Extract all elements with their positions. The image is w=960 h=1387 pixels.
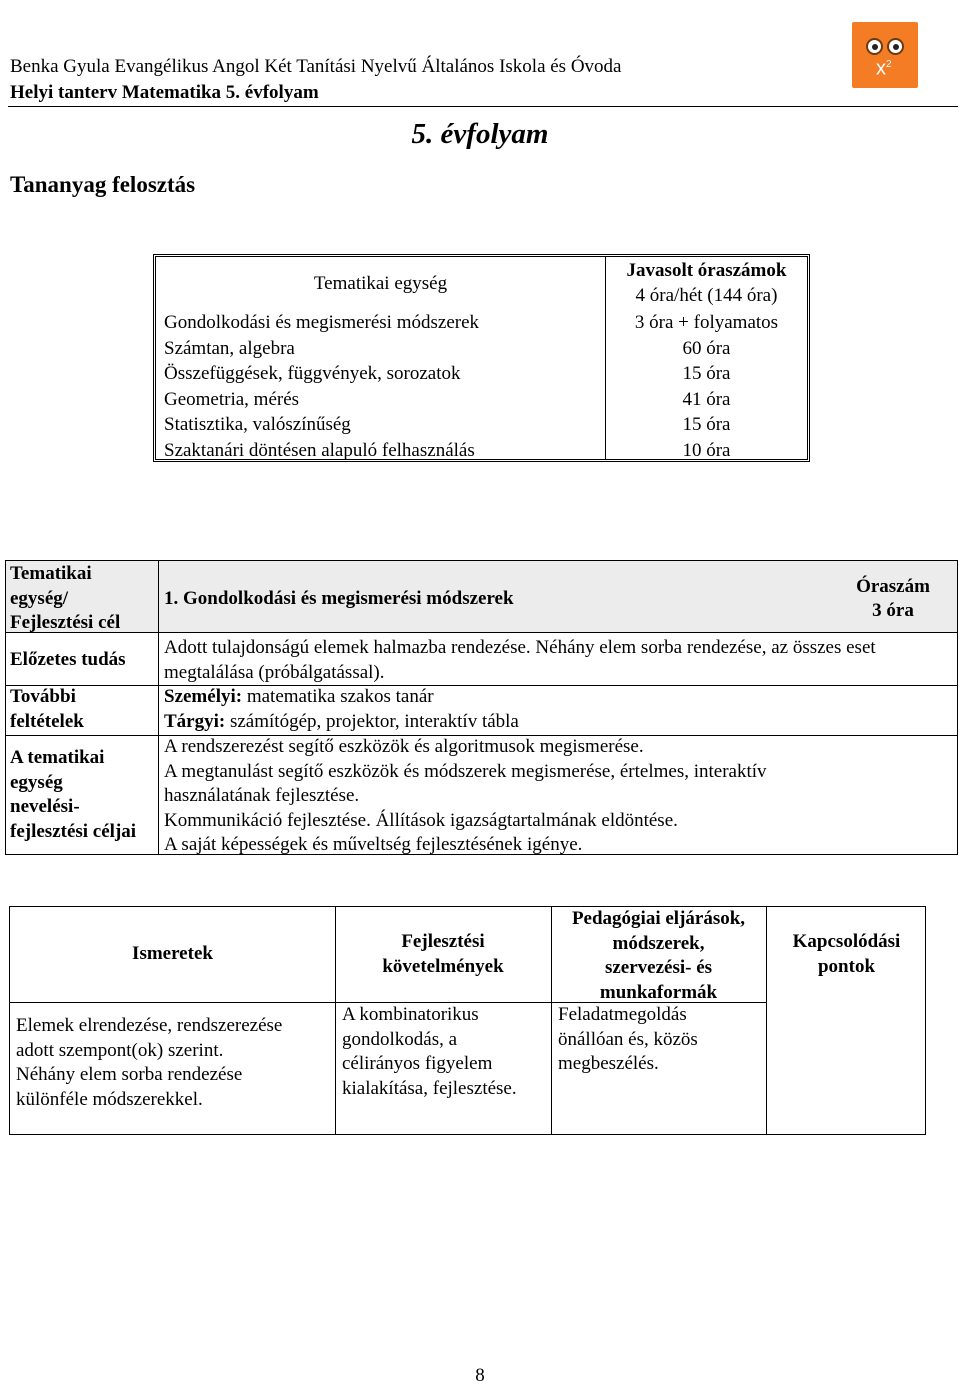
unit-table-divider [158, 561, 159, 854]
allocation-unit: Szaktanári döntésen alapuló felhasználás [164, 439, 475, 461]
owl-eye-right [887, 38, 904, 55]
unit-hours: Óraszám 3 óra [856, 576, 930, 621]
label-conditions: További feltételek [10, 686, 84, 732]
content-table [9, 906, 926, 1135]
header-knowledge: Ismeretek [132, 943, 213, 964]
allocation-col2-subheader: 4 óra/hét (144 óra) [635, 285, 778, 306]
header-divider [10, 1002, 335, 1003]
school-name: Benka Gyula Evangélikus Angol Két Tanítási Nyelvű Általános Iskola és Óvoda [10, 56, 622, 77]
allocation-unit: Gondolkodási és megismerési módszerek [164, 312, 480, 333]
allocation-hours: 10 óra [682, 439, 731, 461]
header-methods: Pedagógiai eljárások, módszerek, szervezési- és munkaformák [571, 908, 746, 1003]
header-rule [8, 106, 958, 107]
conditions-text: Személyi: matematika szakos tanár Tárgyi: számítógép, projektor, interaktív tábla [164, 686, 519, 732]
allocation-unit-column [156, 257, 606, 459]
cell-requirements: A kombinatorikus gondolkodás, a célirányos figyelem kialakítása, fejlesztése. [342, 1004, 517, 1099]
allocation-table [153, 254, 810, 462]
label-unit: Tematikai egység/ Fejlesztési cél [10, 563, 121, 633]
allocation-unit: Összefüggések, függvények, sorozatok [164, 363, 461, 384]
allocation-hours: 41 óra [682, 388, 731, 410]
unit-table [5, 560, 958, 855]
label-goals: A tematikai egység nevelési- fejlesztési céljai [10, 747, 137, 842]
allocation-col1-header: Tematikai egység [313, 273, 448, 294]
allocation-hours: 60 óra [682, 337, 731, 359]
label-prior-knowledge: Előzetes tudás [10, 649, 126, 670]
prior-knowledge-text: Adott tulajdonságú elemek halmazba rendezése. Néhány elem sorba rendezése, az összes eset megtalálása (próbálgatással). [164, 637, 876, 683]
allocation-hours: 15 óra [682, 414, 731, 435]
allocation-col2-header: Javasolt óraszámok [626, 260, 787, 281]
header-connections: Kapcsolódási pontok [792, 931, 901, 977]
allocation-unit: Statisztika, valószínűség [164, 414, 351, 435]
goals-text: A rendszerezést segítő eszközök és algoritmusok megismerése. A megtanulást segítő eszközök és módszerek megismerése, értelmes, interaktív használatának fejlesztése. Kommunikáció fejlesztése. Állítások igazságtartalmának eldöntése. A saját képességek és műveltség fejlesztésének igénye. [164, 736, 767, 855]
allocation-unit: Geometria, mérés [164, 388, 300, 410]
page-number: 8 [475, 1365, 485, 1386]
owl-eye-left [866, 38, 883, 55]
cell-knowledge: Elemek elrendezése, rendszerezése adott szempont(ok) szerint. Néhány elem sorba rendezése különféle módszerekkel. [16, 1015, 283, 1110]
curriculum-line: Helyi tanterv Matematika 5. évfolyam [10, 82, 319, 103]
allocation-hours: 15 óra [682, 363, 731, 384]
allocation-hours: 3 óra + folyamatos [634, 312, 779, 333]
section-title: Tananyag felosztás [10, 172, 196, 197]
header-requirements: Fejlesztési követelmények [382, 931, 504, 977]
cell-methods: Feladatmegoldás önállóan és, közös megbeszélés. [558, 1004, 698, 1074]
allocation-hours-column [606, 257, 807, 459]
owl-math-logo-icon [852, 22, 918, 88]
grade-title: 5. évfolyam [411, 118, 549, 150]
allocation-unit: Számtan, algebra [164, 337, 295, 359]
unit-title: 1. Gondolkodási és megismerési módszerek [164, 588, 514, 609]
logo-symbol: $x^2$ [876, 57, 892, 80]
